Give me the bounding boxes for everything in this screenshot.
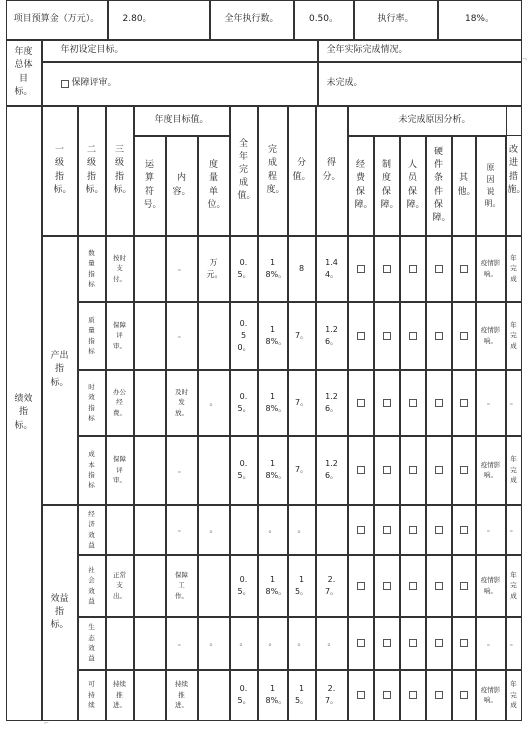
row-3-lvl3-cell [106, 370, 134, 436]
row-4-staff-cell [400, 436, 426, 505]
row-1-hardware-cell [426, 236, 452, 302]
row-1-lvl3-cell [106, 236, 134, 302]
row-8-full-year-cell [230, 670, 258, 721]
lvl2-text: 时效指标 [88, 382, 95, 422]
row-6-degree-cell [258, 555, 288, 617]
row-3-explain-cell [476, 370, 506, 436]
earned-text: 1.26。 [324, 459, 339, 480]
row-1-lvl2-cell [78, 236, 106, 302]
row-1-earned-cell [316, 236, 348, 302]
row-2-system-cell [374, 302, 400, 370]
row-4-hardware-cell [426, 436, 452, 505]
row-6-score-cell [288, 555, 316, 617]
row-2-improve-cell [506, 302, 522, 370]
row-5-degree-cell [258, 505, 288, 555]
row-3-system-cell [374, 370, 400, 436]
row-7-explain-cell [476, 617, 506, 670]
explain-text: 。 [487, 398, 494, 407]
checkbox-icon[interactable] [435, 265, 443, 273]
corner-mark-bottom-left: ⌐ [44, 720, 50, 727]
col-score: 分值。 [288, 106, 316, 236]
score-text: 15。 [294, 574, 309, 596]
full-year-text: 0.5。 [237, 257, 251, 279]
checkbox-icon[interactable] [409, 332, 417, 340]
score-text: 。 [297, 638, 306, 647]
content-text: 。 [178, 331, 185, 340]
row-7-lvl2-cell [78, 617, 106, 670]
improve-text: 年完成 [510, 455, 517, 485]
row-6-operator-cell [134, 555, 166, 617]
checkbox-icon[interactable] [357, 639, 365, 647]
score-text: 15。 [294, 684, 309, 705]
col-other: 其他。 [452, 136, 476, 236]
col-staff: 人员保障。 [400, 136, 426, 236]
row-2-other-cell [452, 302, 476, 370]
earned-text: 1.26。 [324, 391, 339, 413]
lvl2-text: 社会效益 [88, 565, 95, 605]
row-2-explain-cell [476, 302, 506, 370]
lvl2-text: 成本指标 [88, 450, 95, 490]
goals-section-label: 年度总体目标。 [6, 40, 42, 106]
row-8-improve-cell [506, 670, 522, 721]
degree-text: 。 [268, 638, 277, 647]
row-3-full-year-cell [230, 370, 258, 436]
checkbox-icon[interactable] [409, 399, 417, 407]
row-2-lvl2-cell [78, 302, 106, 370]
col-improve: 改进措施。 [506, 106, 522, 236]
row-8-other-cell [452, 670, 476, 721]
row-7-operator-cell [134, 617, 166, 670]
row-4-lvl3-cell [106, 436, 134, 505]
checkbox-icon[interactable] [460, 526, 468, 534]
row-6-system-cell [374, 555, 400, 617]
checkbox-icon[interactable] [357, 399, 365, 407]
row-3-hardware-cell [426, 370, 452, 436]
row-5-operator-cell [134, 505, 166, 555]
full-year-text: 0.5。 [237, 459, 251, 480]
row-7-lvl3-cell [106, 617, 134, 670]
col-hardware: 硬件条件保障。 [426, 136, 452, 236]
content-text: 持续推进。 [175, 680, 188, 710]
lvl3-text: 保障评审。 [113, 455, 126, 485]
content-text: 。 [178, 465, 185, 474]
checkbox-icon[interactable] [435, 639, 443, 647]
row-5-funding-cell [348, 505, 374, 555]
full-year-text: 0.50。 [237, 318, 251, 352]
row-1-staff-cell [400, 236, 426, 302]
row-8-degree-cell [258, 670, 288, 721]
row-6-improve-cell [506, 555, 522, 617]
row-5-earned-cell [316, 505, 348, 555]
explain-text: 疫情影响。 [480, 576, 501, 595]
budget-value: 2.80。 [108, 0, 210, 40]
checkbox-icon[interactable] [357, 265, 365, 273]
lvl2-text: 数量指标 [88, 248, 95, 288]
score-text: 7。 [294, 330, 309, 340]
degree-text: 18%。 [265, 684, 287, 705]
score-text: 7。 [294, 465, 309, 474]
row-5-content-cell [166, 505, 198, 555]
col-reason-group: 未完成原因分析。 [348, 106, 522, 136]
checkbox-icon[interactable] [383, 466, 391, 474]
unit-text: 。 [209, 638, 218, 647]
col-content: 内容。 [166, 136, 198, 236]
actual-status-label: 全年实际完成情况。 [318, 40, 522, 62]
row-3-score-cell [288, 370, 316, 436]
checkbox-icon[interactable] [460, 639, 468, 647]
row-2-earned-cell [316, 302, 348, 370]
row-3-other-cell [452, 370, 476, 436]
checkbox-icon[interactable] [460, 399, 468, 407]
earned-text: 2.7。 [324, 684, 339, 705]
checkbox-icon[interactable] [409, 582, 417, 590]
row-2-hardware-cell [426, 302, 452, 370]
checkbox-icon[interactable] [409, 265, 417, 273]
checkbox-icon[interactable] [357, 582, 365, 590]
row-6-earned-cell [316, 555, 348, 617]
row-1-explain-cell [476, 236, 506, 302]
degree-text: 18%。 [265, 257, 287, 279]
checkbox-icon[interactable] [435, 399, 443, 407]
row-8-staff-cell [400, 670, 426, 721]
row-6-hardware-cell [426, 555, 452, 617]
row-8-unit-cell [198, 670, 230, 721]
row-5-staff-cell [400, 505, 426, 555]
explain-text: 疫情影响。 [480, 326, 501, 345]
degree-text: 18%。 [265, 391, 287, 413]
row-6-unit-cell [198, 555, 230, 617]
row-5-score-cell [288, 505, 316, 555]
row-4-degree-cell [258, 436, 288, 505]
unit-text: 万元。 [206, 257, 223, 279]
col-operator: 运算符号。 [134, 136, 166, 236]
row-4-operator-cell [134, 436, 166, 505]
checkbox-icon[interactable] [357, 691, 365, 699]
checkbox-icon[interactable] [409, 466, 417, 474]
performance-section-label: 绩效指标。 [6, 106, 42, 721]
row-1-operator-cell [134, 236, 166, 302]
score-text: 8 [298, 263, 305, 273]
row-3-content-cell [166, 370, 198, 436]
content-text: 。 [178, 638, 185, 647]
row-3-improve-cell [506, 370, 522, 436]
exec-value: 0.50。 [294, 0, 354, 40]
col-explain: 原因说明。 [476, 136, 506, 236]
row-3-lvl2-cell [78, 370, 106, 436]
col-earned: 得分。 [316, 106, 348, 236]
row-6-full-year-cell [230, 555, 258, 617]
row-4-earned-cell [316, 436, 348, 505]
checkbox-icon[interactable] [435, 332, 443, 340]
checkbox-icon[interactable] [435, 582, 443, 590]
row-1-score-cell [288, 236, 316, 302]
row-6-lvl3-cell [106, 555, 134, 617]
checkbox-icon[interactable] [409, 691, 417, 699]
row-2-full-year-cell [230, 302, 258, 370]
initial-goal-label: 年初设定目标。 [42, 40, 318, 62]
improve-text: 年完成 [510, 680, 517, 710]
col-lvl1: 一级指标。 [42, 106, 78, 236]
full-year-text: 。 [239, 638, 248, 647]
row-2-degree-cell [258, 302, 288, 370]
row-2-score-cell [288, 302, 316, 370]
initial-goal-value: 保障评审。 [42, 62, 318, 106]
checkbox-icon[interactable] [460, 466, 468, 474]
full-year-text: 0.5。 [237, 684, 251, 705]
row-6-explain-cell [476, 555, 506, 617]
row-7-other-cell [452, 617, 476, 670]
row-2-operator-cell [134, 302, 166, 370]
lvl3-text: 正常支出。 [113, 570, 126, 600]
col-lvl3: 三级指标。 [106, 106, 134, 236]
row-5-hardware-cell [426, 505, 452, 555]
improve-text: 。 [510, 638, 517, 647]
score-text: 。 [297, 524, 306, 534]
row-3-degree-cell [258, 370, 288, 436]
row-4-unit-cell [198, 436, 230, 505]
lvl2-text: 生态效益 [88, 623, 95, 663]
row-7-score-cell [288, 617, 316, 670]
lvl2-text: 经济效益 [88, 509, 95, 549]
row-1-system-cell [374, 236, 400, 302]
row-8-lvl3-cell [106, 670, 134, 721]
row-4-explain-cell [476, 436, 506, 505]
row-7-full-year-cell [230, 617, 258, 670]
row-8-system-cell [374, 670, 400, 721]
row-8-explain-cell [476, 670, 506, 721]
checkbox-icon[interactable] [357, 466, 365, 474]
content-text: 保障工作。 [175, 570, 188, 600]
row-5-improve-cell [506, 505, 522, 555]
row-2-unit-cell [198, 302, 230, 370]
content-text: 。 [178, 264, 185, 273]
row-7-funding-cell [348, 617, 374, 670]
lvl3-text: 办公经费。 [113, 387, 126, 417]
checkbox-icon [61, 80, 69, 88]
exec-label: 全年执行数。 [210, 0, 294, 40]
improve-text: 。 [510, 398, 517, 407]
row-3-operator-cell [134, 370, 166, 436]
row-4-improve-cell [506, 436, 522, 505]
degree-text: 18%。 [265, 324, 287, 346]
checkbox-icon[interactable] [435, 691, 443, 699]
full-year-text: 0.5。 [237, 574, 251, 596]
row-4-system-cell [374, 436, 400, 505]
checkbox-icon[interactable] [409, 639, 417, 647]
row-1-other-cell [452, 236, 476, 302]
row-5-other-cell [452, 505, 476, 555]
row-3-unit-cell [198, 370, 230, 436]
row-4-full-year-cell [230, 436, 258, 505]
row-6-other-cell [452, 555, 476, 617]
col-full-year: 全年完成值。 [230, 106, 258, 236]
col-lvl2: 二级指标。 [78, 106, 106, 236]
col-funding: 经费保障。 [348, 136, 374, 236]
row-8-funding-cell [348, 670, 374, 721]
performance-table [6, 0, 526, 721]
score-text: 7。 [294, 397, 309, 407]
checkbox-icon[interactable] [460, 691, 468, 699]
rate-value: 18%。 [438, 0, 522, 40]
improve-text: 。 [510, 525, 517, 534]
actual-status-value: 未完成。 [318, 62, 522, 106]
explain-text: 疫情影响。 [480, 460, 501, 479]
checkbox-icon[interactable] [383, 639, 391, 647]
degree-text: 18%。 [265, 459, 287, 480]
checkbox-icon[interactable] [383, 332, 391, 340]
lvl2-text: 质量指标 [88, 315, 95, 355]
row-1-degree-cell [258, 236, 288, 302]
lvl3-text: 按时支付。 [113, 253, 126, 283]
col-target-group: 年度目标值。 [134, 106, 230, 136]
row-7-degree-cell [258, 617, 288, 670]
unit-text: 。 [209, 397, 218, 407]
earned-text: 1.26。 [324, 324, 339, 346]
group-output-label: 产出指标。 [42, 236, 78, 505]
unit-text: 。 [209, 524, 218, 534]
lvl3-text: 持续推进。 [113, 680, 126, 710]
col-system: 制度保障。 [374, 136, 400, 236]
checkbox-icon[interactable] [460, 265, 468, 273]
row-2-content-cell [166, 302, 198, 370]
row-1-improve-cell [506, 236, 522, 302]
row-5-system-cell [374, 505, 400, 555]
row-6-funding-cell [348, 555, 374, 617]
explain-text: 疫情影响。 [480, 685, 501, 704]
row-1-full-year-cell [230, 236, 258, 302]
row-4-score-cell [288, 436, 316, 505]
row-1-funding-cell [348, 236, 374, 302]
rate-label: 执行率。 [354, 0, 438, 40]
row-4-funding-cell [348, 436, 374, 505]
checkbox-icon[interactable] [383, 265, 391, 273]
row-8-lvl2-cell [78, 670, 106, 721]
row-4-content-cell [166, 436, 198, 505]
row-8-hardware-cell [426, 670, 452, 721]
row-3-funding-cell [348, 370, 374, 436]
row-5-unit-cell [198, 505, 230, 555]
row-6-staff-cell [400, 555, 426, 617]
degree-text: 。 [268, 524, 277, 534]
group-benefit-label: 效益指标。 [42, 505, 78, 721]
explain-text: 疫情影响。 [480, 259, 501, 278]
row-2-funding-cell [348, 302, 374, 370]
corner-mark-top-right: ¬ [522, 56, 528, 63]
content-text: 及时发放。 [175, 387, 188, 417]
lvl2-text: 可持续 [88, 680, 95, 710]
row-7-earned-cell [316, 617, 348, 670]
checkbox-icon[interactable] [460, 332, 468, 340]
earned-text: 1.44。 [324, 257, 339, 279]
checkbox-icon[interactable] [435, 526, 443, 534]
checkbox-icon[interactable] [435, 466, 443, 474]
checkbox-icon[interactable] [409, 526, 417, 534]
row-3-earned-cell [316, 370, 348, 436]
improve-text: 年完成 [510, 570, 517, 600]
checkbox-icon[interactable] [383, 526, 391, 534]
explain-text: 。 [487, 638, 494, 647]
row-4-other-cell [452, 436, 476, 505]
row-4-lvl2-cell [78, 436, 106, 505]
row-8-operator-cell [134, 670, 166, 721]
row-5-lvl2-cell [78, 505, 106, 555]
row-5-explain-cell [476, 505, 506, 555]
budget-label: 项目预算金（万元）。 [6, 0, 108, 40]
row-7-unit-cell [198, 617, 230, 670]
col-unit: 度量单位。 [198, 136, 230, 236]
row-8-score-cell [288, 670, 316, 721]
row-1-unit-cell [198, 236, 230, 302]
row-7-staff-cell [400, 617, 426, 670]
row-1-content-cell [166, 236, 198, 302]
lvl3-text: 保障评审。 [113, 320, 126, 350]
row-7-content-cell [166, 617, 198, 670]
explain-text: 。 [487, 525, 494, 534]
full-year-text: 0.5。 [237, 391, 251, 413]
checkbox-icon[interactable] [383, 582, 391, 590]
degree-text: 18%。 [265, 574, 287, 596]
row-2-lvl3-cell [106, 302, 134, 370]
row-3-staff-cell [400, 370, 426, 436]
earned-text: 。 [327, 638, 336, 647]
checkbox-icon[interactable] [383, 691, 391, 699]
checkbox-icon[interactable] [357, 332, 365, 340]
col-degree: 完成程度。 [258, 106, 288, 236]
checkbox-icon[interactable] [383, 399, 391, 407]
row-5-lvl3-cell [106, 505, 134, 555]
row-8-earned-cell [316, 670, 348, 721]
row-7-system-cell [374, 617, 400, 670]
row-7-hardware-cell [426, 617, 452, 670]
row-7-improve-cell [506, 617, 522, 670]
row-6-content-cell [166, 555, 198, 617]
row-2-staff-cell [400, 302, 426, 370]
checkbox-icon[interactable] [460, 582, 468, 590]
improve-text: 年完成 [510, 320, 517, 350]
earned-text: 2.7。 [324, 574, 339, 596]
row-6-lvl2-cell [78, 555, 106, 617]
checkbox-icon[interactable] [357, 526, 365, 534]
content-text: 。 [178, 525, 185, 534]
row-8-content-cell [166, 670, 198, 721]
improve-text: 年完成 [510, 253, 517, 283]
row-5-full-year-cell [230, 505, 258, 555]
